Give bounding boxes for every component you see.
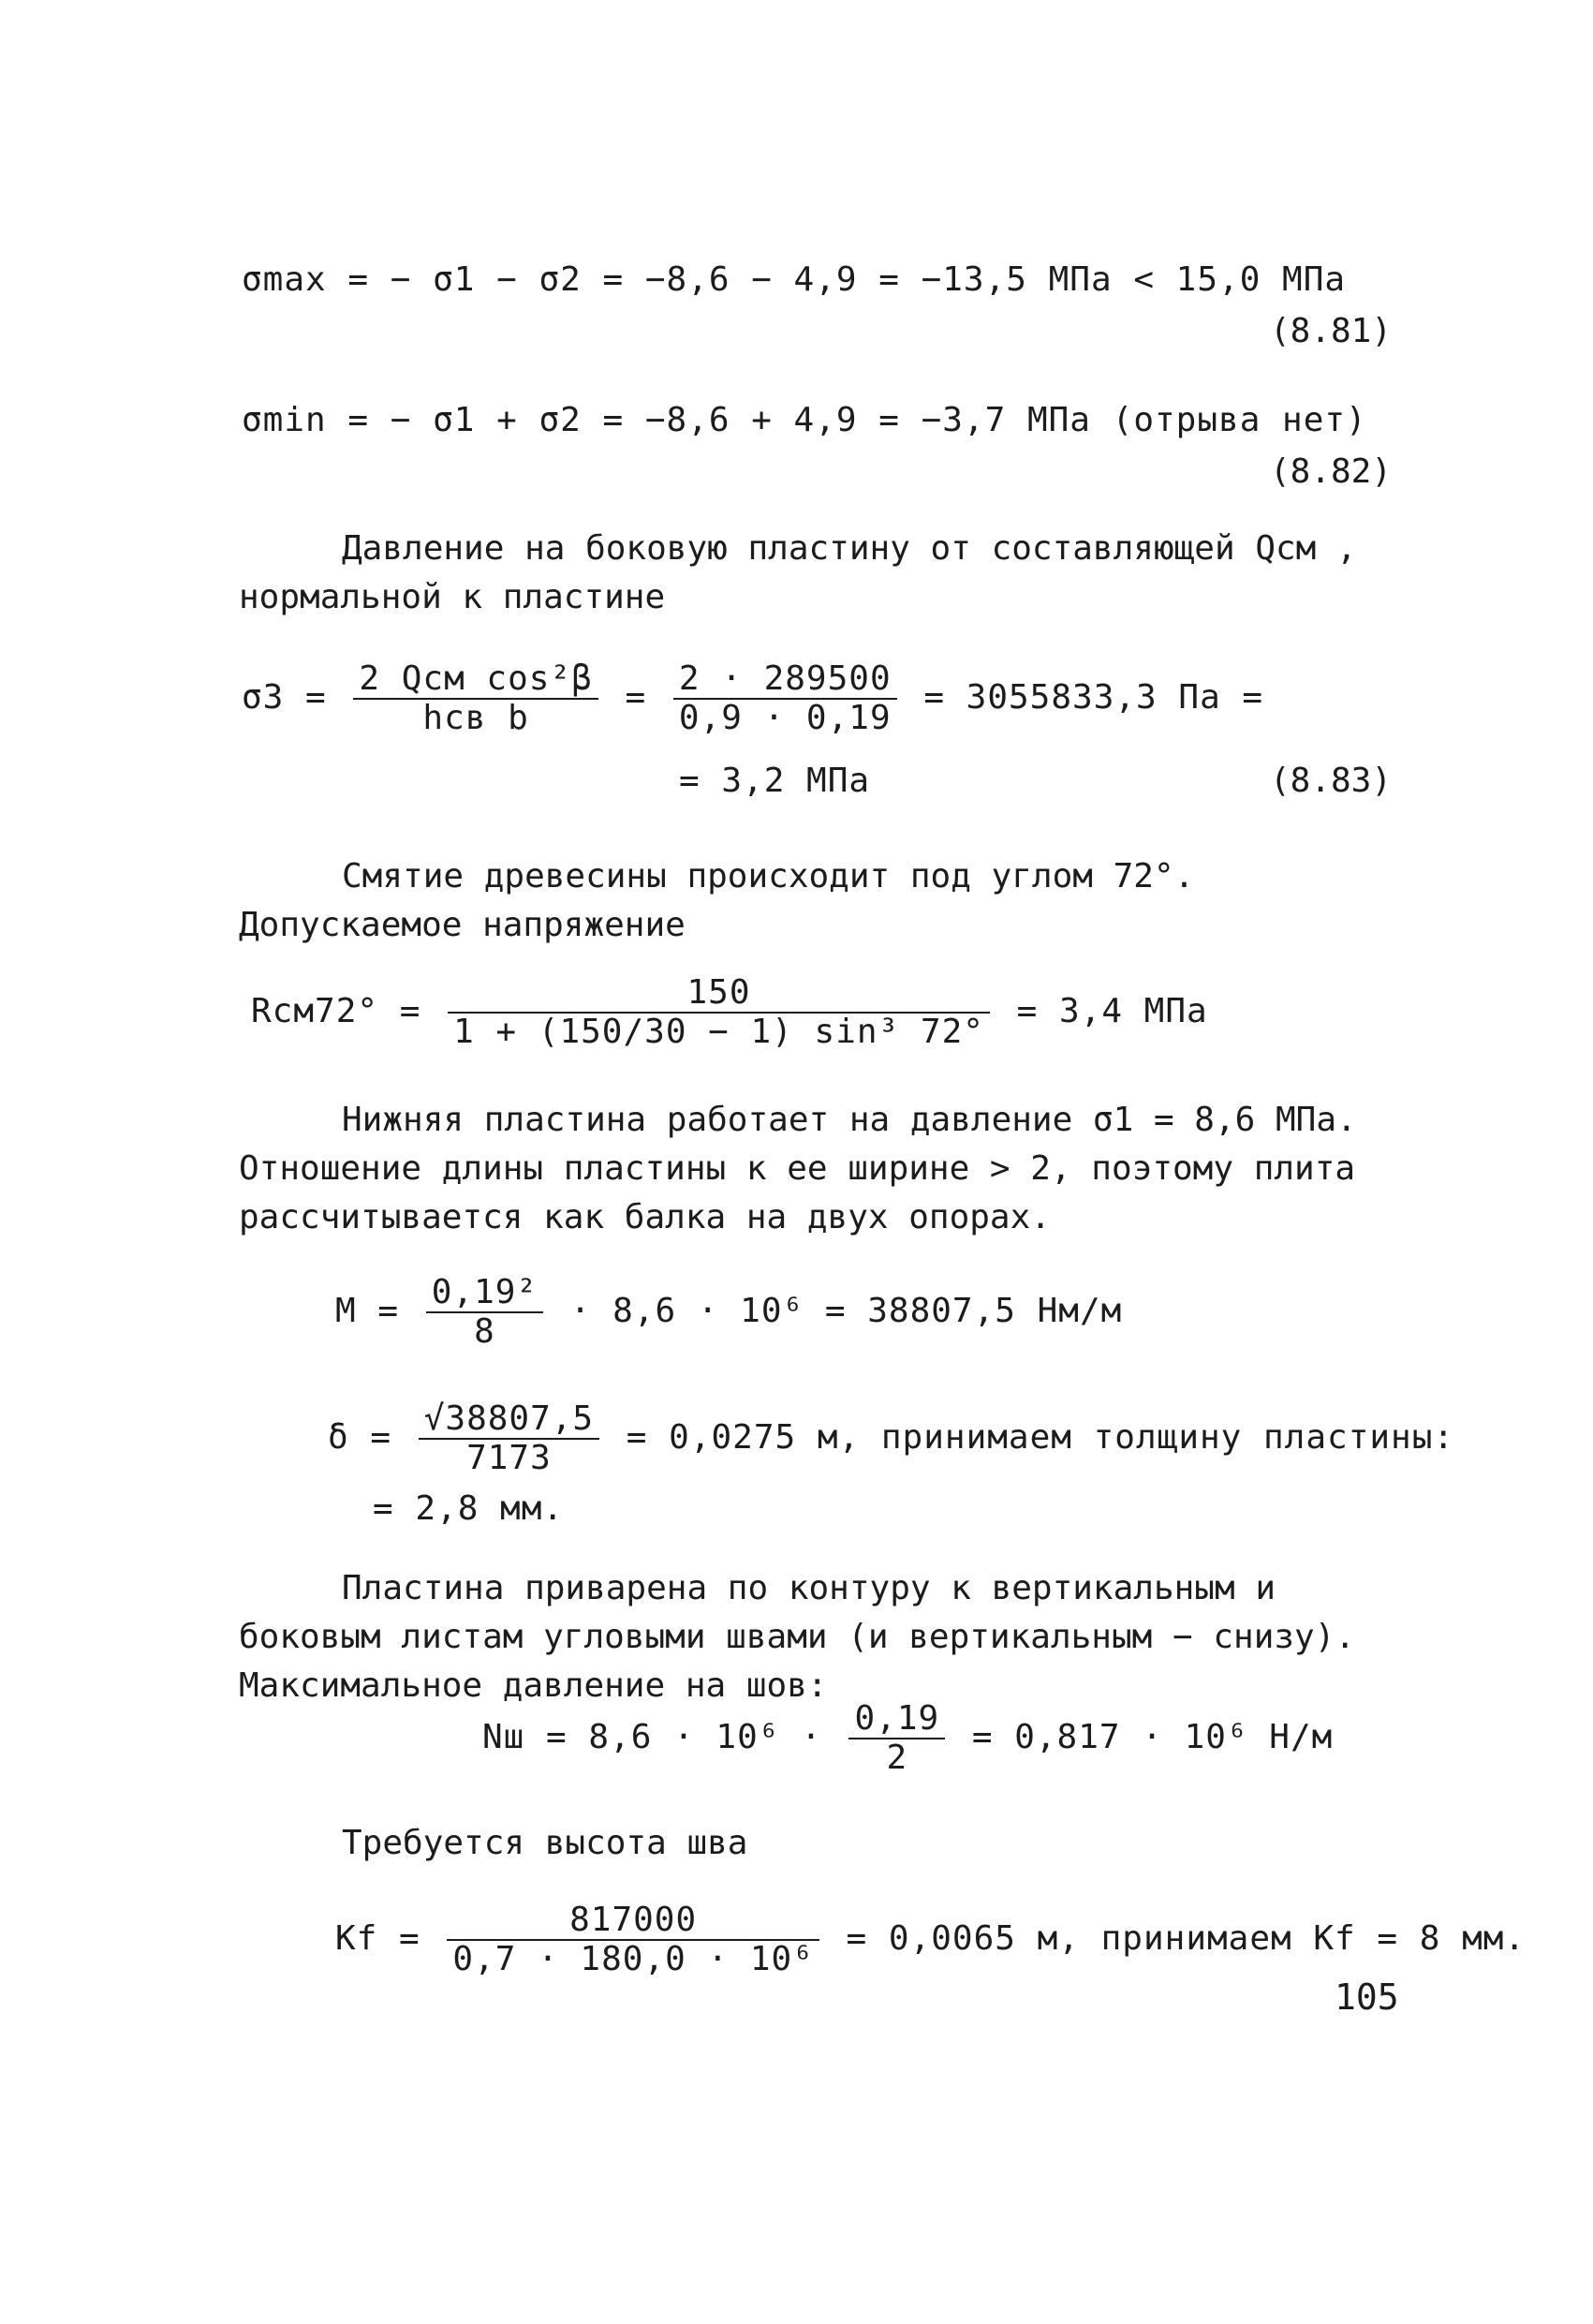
eq-lhs: Kf = — [335, 1919, 420, 1958]
eq-lhs: Nш = 8,6 · 10⁶ · — [482, 1718, 822, 1756]
fraction-numerator: 817000 — [447, 1902, 819, 1941]
eq-result: = 0,0065 м, принимаем Kf = 8 мм. — [846, 1919, 1527, 1958]
equation-number-8-83: (8.83) — [1269, 762, 1392, 800]
fraction-numerator: 0,19 — [848, 1700, 945, 1739]
equation-number-8-82: (8.82) — [1269, 452, 1392, 491]
equation-8-82 — [242, 401, 1367, 439]
eq-lhs: σ3 = — [242, 678, 327, 717]
equation-thickness-line2: = 2,8 мм. — [373, 1489, 565, 1528]
fraction — [848, 1700, 945, 1777]
fraction-numerator: 2 Qсм cos²β — [353, 660, 597, 700]
equation-weld-force — [482, 1700, 1333, 1777]
equation-8-83-line2: = 3,2 МПа — [679, 762, 871, 800]
fraction-numerator: 0,19² — [426, 1274, 543, 1313]
eq-result: = 0,817 · 10⁶ Н/м — [971, 1718, 1334, 1756]
eq-lhs: σmin — [242, 401, 327, 439]
eq-lhs: σmax — [242, 260, 327, 299]
equals-sign: = — [625, 678, 647, 717]
fraction-numerator: 2 · 289500 — [673, 660, 897, 700]
eq-body: = − σ1 + σ2 = −8,6 + 4,9 = −3,7 МПа (отрыва нет) — [347, 401, 1367, 439]
eq-lhs: M = — [335, 1292, 400, 1330]
eq-lhs: δ = — [328, 1418, 392, 1457]
fraction — [419, 1400, 599, 1477]
fraction-denominator: 8 — [474, 1312, 495, 1351]
eq-result: = 3,4 МПа — [1016, 992, 1208, 1030]
paragraph-weld-height: Требуется высота шва — [342, 1824, 748, 1862]
paragraph-lower-plate: Нижняя пластина работает на давление σ1 = 8,6 МПа. Отношение длины пластины к ее ширине > 2, поэтому плита рассчитывается как балка на двух опорах. — [239, 1101, 1357, 1236]
fraction — [447, 1902, 819, 1978]
eq-lhs: Rсм72° = — [251, 992, 421, 1030]
fraction — [448, 974, 990, 1051]
equation-thickness — [328, 1400, 1454, 1477]
fraction-numerator: 150 — [448, 974, 990, 1014]
fraction — [426, 1274, 543, 1351]
fraction-numerator: √38807,5 — [419, 1400, 599, 1440]
eq-result: · 8,6 · 10⁶ = 38807,5 Нм/м — [569, 1292, 1123, 1330]
eq-result: = 0,0275 м, принимаем толщину пластины: — [626, 1418, 1455, 1457]
fraction-1 — [353, 660, 597, 737]
fraction-2 — [673, 660, 897, 737]
equation-number-8-81: (8.81) — [1269, 312, 1392, 350]
equation-r-crush — [251, 974, 1208, 1051]
fraction-denominator: 0,9 · 0,19 — [678, 699, 892, 737]
paragraph-weld: Пластина приварена по контуру к вертикальным и боковым листам угловыми швами (и вертикальным − снизу). Максимальное давление на шов: — [239, 1569, 1356, 1705]
equation-8-81 — [242, 260, 1346, 299]
equation-weld-leg — [335, 1902, 1526, 1978]
page-number: 105 — [1335, 1976, 1399, 2018]
fraction-denominator: 1 + (150/30 − 1) sin³ 72° — [453, 1013, 984, 1051]
fraction-denominator: 7173 — [466, 1439, 552, 1477]
fraction-denominator: 0,7 · 180,0 · 10⁶ — [452, 1940, 814, 1978]
paragraph-crushing: Смятие древесины происходит под углом 72°. Допускаемое напряжение — [239, 857, 1195, 944]
eq-result: = 3055833,3 Па = — [923, 678, 1264, 717]
equation-moment — [335, 1274, 1122, 1351]
equation-8-83 — [242, 660, 1263, 737]
fraction-denominator: hсв b — [422, 699, 529, 737]
paragraph-pressure: Давление на боковую пластину от составляющей Qсм , нормальной к пластине — [239, 529, 1357, 616]
eq-body: = − σ1 − σ2 = −8,6 − 4,9 = −13,5 МПа < 15,0 МПа — [347, 260, 1347, 299]
fraction-denominator: 2 — [886, 1739, 908, 1777]
